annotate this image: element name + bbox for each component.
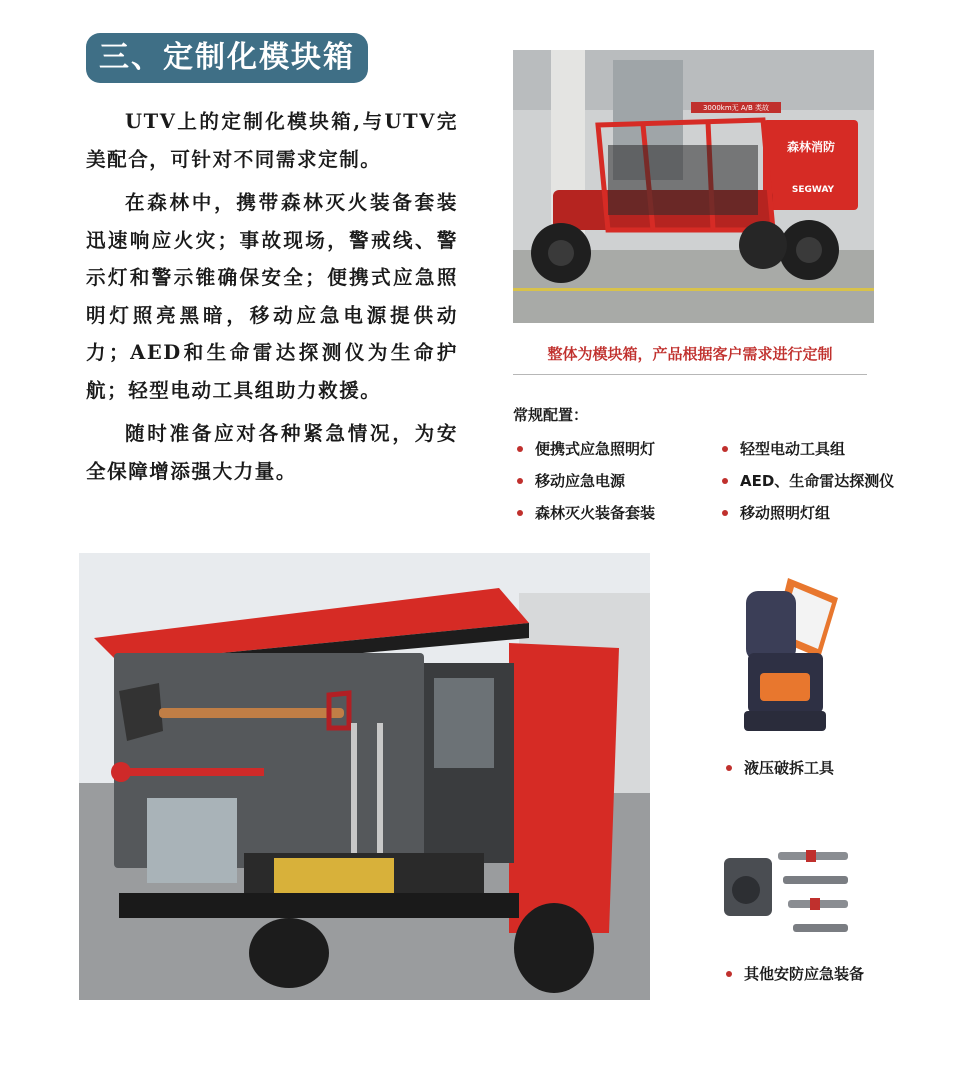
list-item: 森林灭火装备套装 bbox=[513, 502, 718, 523]
paragraph-2: 在森林中，携带森林灭火装备套装迅速响应火灾；事故现场，警戒线、警示灯和警示锥确保安全；便携式应急照明灯照亮黑暗，移动应急电源提供动力；AED和生命雷达探测仪为生命护航；轻型电动工具组助力救援。 bbox=[86, 191, 458, 402]
banner-text: 3000km无 A/B 类故 bbox=[702, 104, 770, 112]
bullet-icon bbox=[726, 971, 732, 977]
hydraulic-tool-photo bbox=[738, 573, 848, 738]
list-item: 便携式应急照明灯 bbox=[513, 438, 718, 459]
intro-text bbox=[86, 103, 458, 496]
list-item: 轻型电动工具组 bbox=[718, 438, 933, 459]
paragraph-3: 随时准备应对各种紧急情况，为安全保障增添强大力量。 bbox=[86, 422, 458, 483]
bullet-icon bbox=[722, 446, 728, 452]
bullet-icon bbox=[517, 510, 523, 516]
paragraph-1: UTV上的定制化模块箱,与UTV完美配合，可针对不同需求定制。 bbox=[86, 110, 458, 171]
module-box-photo bbox=[79, 553, 650, 1000]
config-list bbox=[513, 438, 933, 523]
config-title: 常规配置： bbox=[513, 406, 589, 424]
list-item: 移动照明灯组 bbox=[718, 502, 933, 523]
equipment-photo bbox=[718, 840, 860, 945]
bullet-icon bbox=[517, 478, 523, 484]
bullet-icon bbox=[517, 446, 523, 452]
section-title: 三、定制化模块箱 bbox=[86, 33, 368, 83]
brand-text: SEGWAY bbox=[791, 185, 835, 195]
bullet-icon bbox=[722, 510, 728, 516]
bullet-icon bbox=[726, 765, 732, 771]
bullet-icon bbox=[722, 478, 728, 484]
list-item: 移动应急电源 bbox=[513, 470, 718, 491]
side-item-2: 其他安防应急装备 bbox=[722, 963, 864, 984]
photo-caption: 整体为模块箱，产品根据客户需求进行定制 bbox=[513, 343, 867, 375]
door-text: 森林消防 bbox=[786, 140, 836, 154]
utv-photo bbox=[513, 50, 874, 323]
side-item-1: 液压破拆工具 bbox=[722, 757, 834, 778]
list-item: AED、生命雷达探测仪 bbox=[718, 470, 933, 491]
